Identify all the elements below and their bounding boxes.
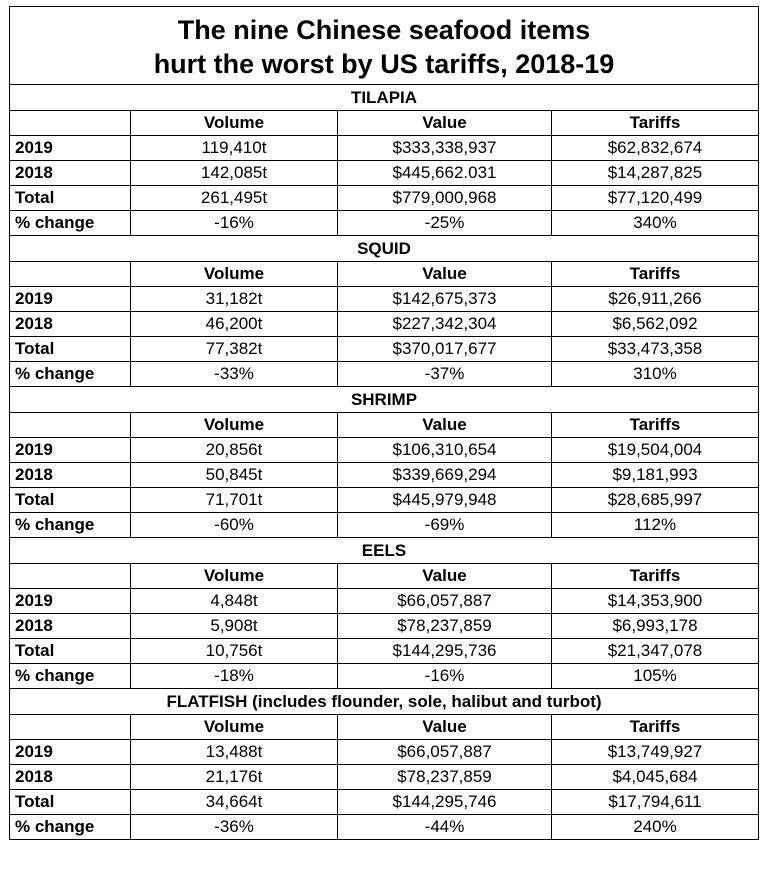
column-header: Tariffs bbox=[552, 413, 759, 438]
table-row bbox=[10, 589, 759, 614]
table-cell: -25% bbox=[338, 211, 552, 236]
blank-header-cell bbox=[10, 564, 131, 589]
table-cell: $9,181,993 bbox=[552, 463, 759, 488]
column-header-row bbox=[10, 413, 759, 438]
row-label: Total bbox=[10, 790, 131, 815]
table-row bbox=[10, 740, 759, 765]
table-cell: -69% bbox=[338, 513, 552, 538]
row-label: % change bbox=[10, 362, 131, 387]
table-cell: -16% bbox=[131, 211, 338, 236]
row-label: 2019 bbox=[10, 740, 131, 765]
row-label: 2019 bbox=[10, 287, 131, 312]
table-row bbox=[10, 815, 759, 840]
table-row bbox=[10, 287, 759, 312]
table-cell: $445,979,948 bbox=[338, 488, 552, 513]
table-cell: $333,338,937 bbox=[338, 136, 552, 161]
table-cell: $14,287,825 bbox=[552, 161, 759, 186]
table-cell: 31,182t bbox=[131, 287, 338, 312]
blank-header-cell bbox=[10, 262, 131, 287]
table-cell: $28,685,997 bbox=[552, 488, 759, 513]
tariff-table bbox=[9, 6, 759, 840]
blank-header-cell bbox=[10, 715, 131, 740]
table-cell: $14,353,900 bbox=[552, 589, 759, 614]
column-header: Value bbox=[338, 111, 552, 136]
table-cell: 21,176t bbox=[131, 765, 338, 790]
column-header: Value bbox=[338, 413, 552, 438]
column-header: Value bbox=[338, 262, 552, 287]
table-cell: $370,017,677 bbox=[338, 337, 552, 362]
table-cell: -37% bbox=[338, 362, 552, 387]
table-row bbox=[10, 186, 759, 211]
table-cell: 10,756t bbox=[131, 639, 338, 664]
tariff-table-frame bbox=[9, 6, 758, 884]
row-label: Total bbox=[10, 186, 131, 211]
row-label: 2018 bbox=[10, 614, 131, 639]
table-cell: -16% bbox=[338, 664, 552, 689]
table-row bbox=[10, 312, 759, 337]
table-row bbox=[10, 639, 759, 664]
table-cell: $4,045,684 bbox=[552, 765, 759, 790]
table-cell: $339,669,294 bbox=[338, 463, 552, 488]
table-cell: $78,237,859 bbox=[338, 765, 552, 790]
table-cell: 112% bbox=[552, 513, 759, 538]
table-row bbox=[10, 211, 759, 236]
table-cell: $26,911,266 bbox=[552, 287, 759, 312]
table-cell: $106,310,654 bbox=[338, 438, 552, 463]
table-title bbox=[10, 7, 759, 85]
blank-header-cell bbox=[10, 413, 131, 438]
table-cell: 71,701t bbox=[131, 488, 338, 513]
table-cell: -18% bbox=[131, 664, 338, 689]
row-label: Total bbox=[10, 337, 131, 362]
table-cell: $66,057,887 bbox=[338, 589, 552, 614]
column-header: Volume bbox=[131, 111, 338, 136]
table-cell: 4,848t bbox=[131, 589, 338, 614]
table-cell: -60% bbox=[131, 513, 338, 538]
section-title: TILAPIA bbox=[10, 85, 759, 111]
table-row bbox=[10, 614, 759, 639]
title-line-1: The nine Chinese seafood items bbox=[177, 14, 591, 45]
column-header: Volume bbox=[131, 715, 338, 740]
row-label: 2018 bbox=[10, 463, 131, 488]
column-header-row bbox=[10, 715, 759, 740]
table-row bbox=[10, 765, 759, 790]
table-row bbox=[10, 463, 759, 488]
section-title: EELS bbox=[10, 538, 759, 564]
section-title: SQUID bbox=[10, 236, 759, 262]
table-row bbox=[10, 161, 759, 186]
row-label: 2018 bbox=[10, 161, 131, 186]
table-cell: $227,342,304 bbox=[338, 312, 552, 337]
table-cell: 310% bbox=[552, 362, 759, 387]
column-header: Volume bbox=[131, 413, 338, 438]
table-cell: $445,662.031 bbox=[338, 161, 552, 186]
row-label: 2019 bbox=[10, 589, 131, 614]
table-row bbox=[10, 362, 759, 387]
table-cell: $66,057,887 bbox=[338, 740, 552, 765]
table-cell: 119,410t bbox=[131, 136, 338, 161]
section-title: SHRIMP bbox=[10, 387, 759, 413]
table-row bbox=[10, 136, 759, 161]
section-header-row bbox=[10, 236, 759, 262]
row-label: Total bbox=[10, 639, 131, 664]
table-row bbox=[10, 790, 759, 815]
row-label: % change bbox=[10, 664, 131, 689]
table-cell: $21,347,078 bbox=[552, 639, 759, 664]
table-cell: 240% bbox=[552, 815, 759, 840]
table-cell: 261,495t bbox=[131, 186, 338, 211]
table-cell: 77,382t bbox=[131, 337, 338, 362]
table-cell: $19,504,004 bbox=[552, 438, 759, 463]
table-cell: $78,237,859 bbox=[338, 614, 552, 639]
table-row bbox=[10, 664, 759, 689]
column-header: Tariffs bbox=[552, 715, 759, 740]
row-label: 2019 bbox=[10, 438, 131, 463]
section-header-row bbox=[10, 85, 759, 111]
column-header-row bbox=[10, 262, 759, 287]
column-header-row bbox=[10, 564, 759, 589]
row-label: Total bbox=[10, 488, 131, 513]
table-cell: -33% bbox=[131, 362, 338, 387]
column-header: Volume bbox=[131, 262, 338, 287]
table-cell: $62,832,674 bbox=[552, 136, 759, 161]
table-row bbox=[10, 513, 759, 538]
section-header-row bbox=[10, 387, 759, 413]
row-label: % change bbox=[10, 513, 131, 538]
table-cell: 5,908t bbox=[131, 614, 338, 639]
table-cell: $6,562,092 bbox=[552, 312, 759, 337]
row-label: % change bbox=[10, 211, 131, 236]
column-header: Volume bbox=[131, 564, 338, 589]
row-label: 2018 bbox=[10, 312, 131, 337]
table-cell: $144,295,746 bbox=[338, 790, 552, 815]
table-cell: 50,845t bbox=[131, 463, 338, 488]
table-cell: $77,120,499 bbox=[552, 186, 759, 211]
table-cell: $779,000,968 bbox=[338, 186, 552, 211]
table-cell: -44% bbox=[338, 815, 552, 840]
row-label: % change bbox=[10, 815, 131, 840]
column-header: Tariffs bbox=[552, 111, 759, 136]
section-header-row bbox=[10, 538, 759, 564]
table-cell: 13,488t bbox=[131, 740, 338, 765]
section-header-row bbox=[10, 689, 759, 715]
blank-header-cell bbox=[10, 111, 131, 136]
column-header: Tariffs bbox=[552, 262, 759, 287]
title-row bbox=[10, 7, 759, 85]
table-cell: $142,675,373 bbox=[338, 287, 552, 312]
table-cell: 142,085t bbox=[131, 161, 338, 186]
section-title: FLATFISH (includes flounder, sole, halibut and turbot) bbox=[10, 689, 759, 715]
table-cell: $33,473,358 bbox=[552, 337, 759, 362]
table-cell: $13,749,927 bbox=[552, 740, 759, 765]
column-header: Value bbox=[338, 564, 552, 589]
table-cell: -36% bbox=[131, 815, 338, 840]
column-header-row bbox=[10, 111, 759, 136]
table-cell: 20,856t bbox=[131, 438, 338, 463]
table-cell: 34,664t bbox=[131, 790, 338, 815]
column-header: Tariffs bbox=[552, 564, 759, 589]
table-row bbox=[10, 488, 759, 513]
table-cell: 340% bbox=[552, 211, 759, 236]
table-cell: $144,295,736 bbox=[338, 639, 552, 664]
table-cell: $6,993,178 bbox=[552, 614, 759, 639]
column-header: Value bbox=[338, 715, 552, 740]
table-cell: 105% bbox=[552, 664, 759, 689]
table-row bbox=[10, 337, 759, 362]
row-label: 2018 bbox=[10, 765, 131, 790]
title-line-2: hurt the worst by US tariffs, 2018-19 bbox=[153, 48, 615, 79]
table-cell: 46,200t bbox=[131, 312, 338, 337]
table-cell: $17,794,611 bbox=[552, 790, 759, 815]
table-row bbox=[10, 438, 759, 463]
row-label: 2019 bbox=[10, 136, 131, 161]
